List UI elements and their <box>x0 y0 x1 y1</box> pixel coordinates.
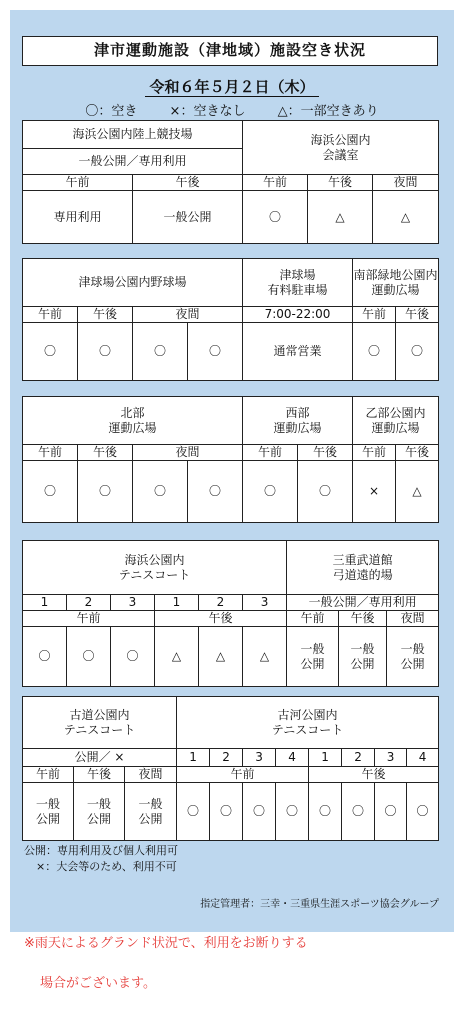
time-header: 午前 <box>243 175 308 191</box>
legend <box>0 100 464 119</box>
note-unavailable: ×：大会等のため、利用不可 <box>36 860 177 873</box>
time-header: 夜間 <box>125 767 177 783</box>
status-cell: 一般 公開 <box>23 783 74 841</box>
court-number: 1 <box>23 595 67 611</box>
time-header: 午後 <box>298 445 353 461</box>
facility-name: 海浜公園内陸上競技場 <box>23 121 243 149</box>
facility-name: 古河公園内 テニスコート <box>177 697 439 749</box>
status-cell: 〇 <box>23 627 67 687</box>
status-cell: 〇 <box>23 323 78 381</box>
status-cell: 〇 <box>309 783 342 841</box>
time-header: 午前 <box>23 445 78 461</box>
status-cell: 〇 <box>342 783 375 841</box>
legend-full: ×：空きなし <box>169 104 246 119</box>
status-cell: × <box>353 461 396 523</box>
status-cell: △ <box>155 627 199 687</box>
status-cell: 〇 <box>23 461 78 523</box>
usage-type: 一般公開／専用利用 <box>23 149 243 175</box>
time-header: 午後 <box>309 767 439 783</box>
facility-table-2 <box>22 258 439 381</box>
time-header: 午前 <box>23 175 133 191</box>
page-title: 津市運動施設（津地域）施設空き状況 <box>22 36 438 66</box>
time-header: 7:00-22:00 <box>243 307 353 323</box>
facility-name: 乙部公園内 運動広場 <box>353 397 439 445</box>
court-number: 4 <box>407 749 439 767</box>
court-number: 3 <box>375 749 407 767</box>
time-header: 午前 <box>23 611 155 627</box>
time-header: 午後 <box>78 307 133 323</box>
status-cell: 〇 <box>188 461 243 523</box>
status-cell: 〇 <box>276 783 309 841</box>
court-number: 1 <box>155 595 199 611</box>
status-cell: 一般 公開 <box>125 783 177 841</box>
usage-type: 公開／ × <box>23 749 177 767</box>
status-cell: 〇 <box>243 191 308 244</box>
status-cell: 〇 <box>210 783 243 841</box>
court-number: 2 <box>67 595 111 611</box>
status-cell: 一般 公開 <box>339 627 387 687</box>
note-public: 公開：専用利用及び個人利用可 <box>24 844 178 857</box>
status-cell: 〇 <box>78 461 133 523</box>
time-header: 午後 <box>155 611 287 627</box>
time-header: 午後 <box>396 307 439 323</box>
facility-name: 三重武道館 弓道遠的場 <box>287 541 439 595</box>
status-cell: 専用利用 <box>23 191 133 244</box>
status-cell: 〇 <box>188 323 243 381</box>
status-cell: 通常営業 <box>243 323 353 381</box>
rain-warning-line-1: ※雨天によるグランド状況で、利用をお断りする <box>24 936 308 951</box>
facility-name: 津球場 有料駐車場 <box>243 259 353 307</box>
status-cell: 〇 <box>78 323 133 381</box>
report-date-text: 令和６年５月２日（木） <box>145 78 318 97</box>
status-cell: 〇 <box>67 627 111 687</box>
facility-table-4 <box>22 540 439 687</box>
court-number: 1 <box>177 749 210 767</box>
status-cell: △ <box>199 627 243 687</box>
time-header: 午前 <box>23 767 74 783</box>
status-cell: 〇 <box>177 783 210 841</box>
facility-name: 古道公園内 テニスコート <box>23 697 177 749</box>
facility-name: 海浜公園内 会議室 <box>243 121 439 175</box>
manager-credit: 指定管理者：三幸・三重県生涯スポーツ協会グループ <box>200 899 439 910</box>
status-cell: △ <box>243 627 287 687</box>
time-header: 夜間 <box>387 611 439 627</box>
legend-partial: △：一部空きあり <box>277 104 379 119</box>
court-number: 1 <box>309 749 342 767</box>
time-header: 午前 <box>353 445 396 461</box>
time-header: 午前 <box>177 767 309 783</box>
court-number: 4 <box>276 749 309 767</box>
facility-name: 南部緑地公園内 運動広場 <box>353 259 439 307</box>
rain-warning-line-2: 場合がございます。 <box>40 976 156 991</box>
status-cell: 一般 公開 <box>287 627 339 687</box>
time-header: 午後 <box>133 175 243 191</box>
facility-table-5 <box>22 696 439 841</box>
time-header: 午前 <box>243 445 298 461</box>
status-cell: 一般 公開 <box>387 627 439 687</box>
court-number: 3 <box>111 595 155 611</box>
time-header: 夜間 <box>133 307 243 323</box>
status-cell: 〇 <box>407 783 439 841</box>
court-number: 2 <box>210 749 243 767</box>
time-header: 午後 <box>74 767 125 783</box>
status-cell: △ <box>396 461 439 523</box>
facility-name: 海浜公園内 テニスコート <box>23 541 287 595</box>
report-date <box>0 76 464 97</box>
facility-table-1 <box>22 120 439 244</box>
usage-type: 一般公開／専用利用 <box>287 595 439 611</box>
status-cell: 〇 <box>353 323 396 381</box>
facility-name: 西部 運動広場 <box>243 397 353 445</box>
court-number: 2 <box>342 749 375 767</box>
time-header: 午前 <box>353 307 396 323</box>
status-cell: 〇 <box>133 461 188 523</box>
time-header: 午後 <box>339 611 387 627</box>
status-cell: 〇 <box>243 461 298 523</box>
court-number: 3 <box>243 595 287 611</box>
time-header: 午後 <box>308 175 373 191</box>
status-cell: 〇 <box>375 783 407 841</box>
time-header: 午前 <box>287 611 339 627</box>
facility-name: 津球場公園内野球場 <box>23 259 243 307</box>
legend-free: 〇：空き <box>85 104 138 119</box>
time-header: 午後 <box>396 445 439 461</box>
status-cell: 一般公開 <box>133 191 243 244</box>
time-header: 午後 <box>78 445 133 461</box>
time-header: 夜間 <box>133 445 243 461</box>
court-number: 3 <box>243 749 276 767</box>
facility-table-3 <box>22 396 439 523</box>
time-header: 午前 <box>23 307 78 323</box>
status-cell: 〇 <box>243 783 276 841</box>
court-number: 2 <box>199 595 243 611</box>
status-cell: 〇 <box>298 461 353 523</box>
status-cell: 一般 公開 <box>74 783 125 841</box>
facility-name: 北部 運動広場 <box>23 397 243 445</box>
status-cell: △ <box>308 191 373 244</box>
status-cell: 〇 <box>133 323 188 381</box>
status-cell: △ <box>373 191 439 244</box>
status-cell: 〇 <box>111 627 155 687</box>
status-cell: 〇 <box>396 323 439 381</box>
time-header: 夜間 <box>373 175 439 191</box>
